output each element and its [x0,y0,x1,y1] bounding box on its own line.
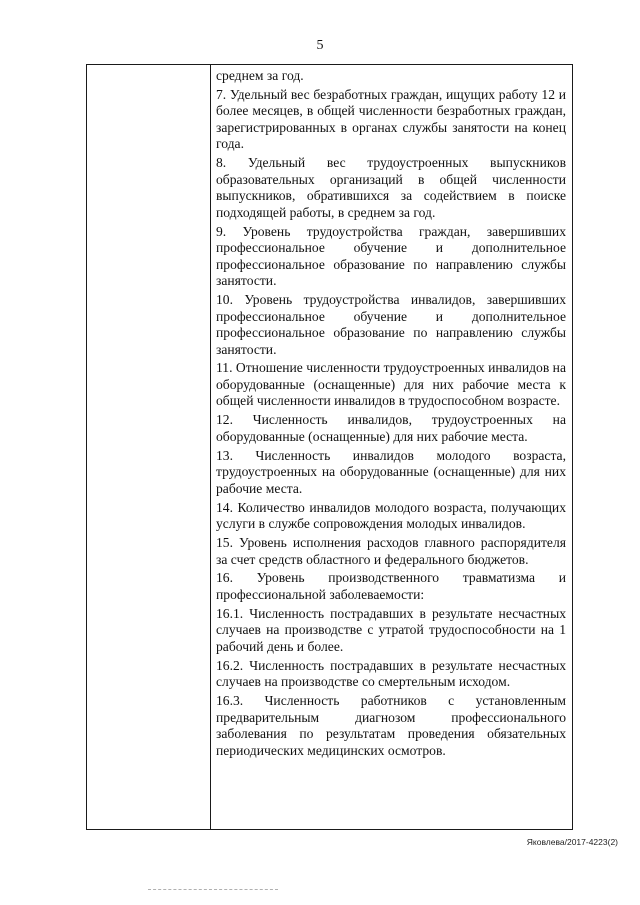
indicator-entry-10: 10. Уровень трудоустройства инвалидов, завершивших профессиональное обучение и дополнительное профессиональное образование по направлению службы занятости. [216,292,566,357]
indicator-entry-11: 11. Отношение численности трудоустроенных инвалидов на оборудованные (оснащенные) для них рабочие места к общей численности инвалидов в трудоспособном возрасте. [216,360,566,409]
indicator-entry-14: 14. Количество инвалидов молодого возраста, получающих услуги в службе сопровождения молодых инвалидов. [216,499,566,532]
indicator-entry-16: 16. Уровень производственного травматизма и профессиональной заболеваемости: [216,570,566,602]
indicators-table [86,64,573,830]
indicator-entry-16-1: 16.1. Численность пострадавших в результате несчастных случаев на производстве с утратой трудоспособности на 1 рабочий день и более. [216,605,566,654]
page-number: 5 [316,38,324,53]
indicator-entry-8: 8. Удельный вес трудоустроенных выпускников образовательных организаций в общей численности выпускников, обратившихся за содействием в поиске подходящей работы, в среднем за год. [216,155,566,220]
indicators-list [216,68,566,759]
indicator-entry-continuation: среднем за год. [216,68,304,83]
indicator-entry-12: 12. Численность инвалидов, трудоустроенных на оборудованные (оснащенные) для них рабочие места. [216,412,566,444]
indicator-entry-9: 9. Уровень трудоустройства граждан, завершивших профессиональное обучение и дополнительное профессиональное образование по направлению службы занятости. [216,223,566,289]
indicator-entry-16-2: 16.2. Численность пострадавших в результате несчастных случаев на производстве со смертельным исходом. [216,657,566,690]
scan-artifact-line [148,889,278,890]
indicator-entry-7: 7. Удельный вес безработных граждан, ищущих работу 12 и более месяцев, в общей численности безработных граждан, зарегистрированных в органах службы занятости на конец года. [216,86,566,152]
column-divider [210,65,211,829]
indicator-entry-13: 13. Численность инвалидов молодого возраста, трудоустроенных на оборудованные (оснащенные) для них рабочие места. [216,447,566,496]
document-reference: Яковлева/2017-4223(2) [526,837,618,847]
indicator-entry-16-3: 16.3. Численность работников с установленным предварительным диагнозом профессионального заболевания по результатам проведения обязательных периодических медицинских осмотров. [216,693,566,758]
indicator-entry-15: 15. Уровень исполнения расходов главного распорядителя за счет средств областного и федерального бюджетов. [216,535,566,567]
